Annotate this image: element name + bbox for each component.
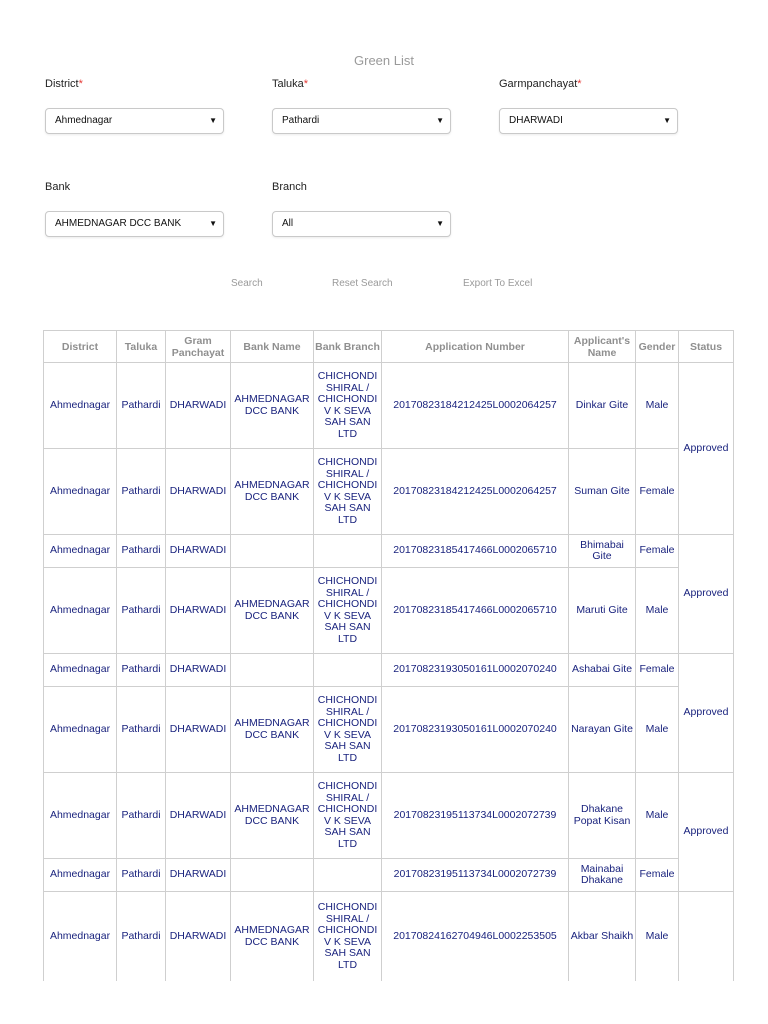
gram-label: Garmpanchayat*: [499, 78, 582, 90]
application-number-cell: 20170823185417466L0002065710: [382, 568, 569, 654]
application-number-cell: 20170823185417466L0002065710: [382, 535, 569, 568]
branch-select[interactable]: [272, 211, 451, 237]
status-cell: Approved: [679, 363, 734, 535]
status-cell: Approved: [679, 535, 734, 654]
bank-select[interactable]: [45, 211, 224, 237]
column-header[interactable]: Applicant's Name: [569, 331, 636, 363]
taluka-cell: Pathardi: [117, 568, 166, 654]
table-header-row: [44, 331, 734, 363]
table-row: [44, 654, 734, 687]
bank-name-cell: AHMEDNAGAR DCC BANK: [231, 568, 314, 654]
gram-select-value: DHARWADI: [509, 115, 563, 126]
application-number-cell: 20170823184212425L0002064257: [382, 449, 569, 535]
gender-cell: Female: [636, 449, 679, 535]
bank-name-cell: AHMEDNAGAR DCC BANK: [231, 773, 314, 859]
column-header[interactable]: District: [44, 331, 117, 363]
district-select-value: Ahmednagar: [55, 115, 113, 126]
branch-select-value: All: [282, 218, 294, 229]
chevron-down-icon: ▼: [436, 116, 444, 125]
branch-label: Branch: [272, 181, 307, 193]
district-cell: Ahmednagar: [44, 449, 117, 535]
taluka-cell: Pathardi: [117, 859, 166, 892]
applicant-name-cell: Mainabai Dhakane: [569, 859, 636, 892]
column-header[interactable]: Bank Name: [231, 331, 314, 363]
bank-name-cell: AHMEDNAGAR DCC BANK: [231, 449, 314, 535]
bank-branch-cell: CHICHONDI SHIRAL / CHICHONDI V K SEVA SAH SAN LTD: [314, 773, 382, 859]
export-excel-button[interactable]: Export To Excel: [463, 278, 533, 289]
gender-cell: Female: [636, 654, 679, 687]
applicant-name-cell: Dhakane Popat Kisan: [569, 773, 636, 859]
gram-panchayat-cell: DHARWADI: [166, 859, 231, 892]
applicant-name-cell: Maruti Gite: [569, 568, 636, 654]
bank-branch-cell: [314, 859, 382, 892]
gender-cell: Male: [636, 892, 679, 982]
applicant-name-cell: Dinkar Gite: [569, 363, 636, 449]
district-cell: Ahmednagar: [44, 687, 117, 773]
district-cell: Ahmednagar: [44, 654, 117, 687]
gender-cell: Male: [636, 568, 679, 654]
bank-name-cell: AHMEDNAGAR DCC BANK: [231, 363, 314, 449]
column-header[interactable]: Gender: [636, 331, 679, 363]
gram-panchayat-cell: DHARWADI: [166, 654, 231, 687]
bank-branch-cell: [314, 535, 382, 568]
table-row: [44, 773, 734, 859]
gender-cell: Female: [636, 859, 679, 892]
gender-cell: Male: [636, 773, 679, 859]
table-row: [44, 687, 734, 773]
gram-panchayat-cell: DHARWADI: [166, 449, 231, 535]
bank-label: Bank: [45, 181, 71, 193]
reset-search-button[interactable]: Reset Search: [332, 278, 393, 289]
status-cell: [679, 892, 734, 982]
applicant-name-cell: Ashabai Gite: [569, 654, 636, 687]
district-select[interactable]: [45, 108, 224, 134]
table-row: [44, 892, 734, 982]
taluka-label: Taluka*: [272, 78, 309, 90]
gram-panchayat-cell: DHARWADI: [166, 568, 231, 654]
gram-panchayat-cell: DHARWADI: [166, 363, 231, 449]
bank-name-cell: [231, 654, 314, 687]
applicant-name-cell: Narayan Gite: [569, 687, 636, 773]
column-header[interactable]: Status: [679, 331, 734, 363]
column-header[interactable]: Application Number: [382, 331, 569, 363]
status-cell: Approved: [679, 654, 734, 773]
chevron-down-icon: ▼: [209, 219, 217, 228]
gram-select[interactable]: [499, 108, 678, 134]
bank-branch-cell: [314, 654, 382, 687]
column-header[interactable]: Taluka: [117, 331, 166, 363]
taluka-select[interactable]: [272, 108, 451, 134]
gram-panchayat-cell: DHARWADI: [166, 687, 231, 773]
bank-branch-cell: CHICHONDI SHIRAL / CHICHONDI V K SEVA SAH SAN LTD: [314, 687, 382, 773]
page-title: Green List: [354, 53, 414, 68]
chevron-down-icon: ▼: [436, 219, 444, 228]
bank-select-value: AHMEDNAGAR DCC BANK: [55, 218, 182, 229]
bank-branch-cell: CHICHONDI SHIRAL / CHICHONDI V K SEVA SAH SAN LTD: [314, 363, 382, 449]
bank-name-cell: AHMEDNAGAR DCC BANK: [231, 892, 314, 982]
application-number-cell: 20170823193050161L0002070240: [382, 654, 569, 687]
gender-cell: Male: [636, 363, 679, 449]
taluka-cell: Pathardi: [117, 535, 166, 568]
taluka-cell: Pathardi: [117, 773, 166, 859]
table-row: [44, 859, 734, 892]
taluka-cell: Pathardi: [117, 363, 166, 449]
taluka-cell: Pathardi: [117, 449, 166, 535]
bank-name-cell: [231, 859, 314, 892]
applicant-name-cell: Bhimabai Gite: [569, 535, 636, 568]
bank-name-cell: [231, 535, 314, 568]
table-row: [44, 449, 734, 535]
district-cell: Ahmednagar: [44, 363, 117, 449]
search-button[interactable]: Search: [231, 278, 263, 289]
application-number-cell: 20170823184212425L0002064257: [382, 363, 569, 449]
applicant-name-cell: Akbar Shaikh: [569, 892, 636, 982]
gram-panchayat-cell: DHARWADI: [166, 535, 231, 568]
district-cell: Ahmednagar: [44, 859, 117, 892]
taluka-cell: Pathardi: [117, 687, 166, 773]
applicant-name-cell: Suman Gite: [569, 449, 636, 535]
bank-branch-cell: CHICHONDI SHIRAL / CHICHONDI V K SEVA SAH SAN LTD: [314, 892, 382, 982]
gender-cell: Female: [636, 535, 679, 568]
table-row: [44, 568, 734, 654]
green-list-table: [43, 330, 734, 981]
application-number-cell: 20170823193050161L0002070240: [382, 687, 569, 773]
column-header[interactable]: Gram Panchayat: [166, 331, 231, 363]
district-cell: Ahmednagar: [44, 568, 117, 654]
application-number-cell: 20170823195113734L0002072739: [382, 773, 569, 859]
gender-cell: Male: [636, 687, 679, 773]
bank-branch-cell: CHICHONDI SHIRAL / CHICHONDI V K SEVA SAH SAN LTD: [314, 449, 382, 535]
district-cell: Ahmednagar: [44, 773, 117, 859]
taluka-cell: Pathardi: [117, 892, 166, 982]
chevron-down-icon: ▼: [663, 116, 671, 125]
taluka-select-value: Pathardi: [282, 115, 320, 126]
application-number-cell: 20170823195113734L0002072739: [382, 859, 569, 892]
status-cell: Approved: [679, 773, 734, 892]
gram-panchayat-cell: DHARWADI: [166, 773, 231, 859]
table-row: [44, 363, 734, 449]
application-number-cell: 20170824162704946L0002253505: [382, 892, 569, 982]
taluka-cell: Pathardi: [117, 654, 166, 687]
column-header[interactable]: Bank Branch: [314, 331, 382, 363]
chevron-down-icon: ▼: [209, 116, 217, 125]
bank-branch-cell: CHICHONDI SHIRAL / CHICHONDI V K SEVA SAH SAN LTD: [314, 568, 382, 654]
bank-name-cell: AHMEDNAGAR DCC BANK: [231, 687, 314, 773]
district-cell: Ahmednagar: [44, 892, 117, 982]
gram-panchayat-cell: DHARWADI: [166, 892, 231, 982]
district-cell: Ahmednagar: [44, 535, 117, 568]
table-row: [44, 535, 734, 568]
district-label: District*: [45, 78, 83, 90]
